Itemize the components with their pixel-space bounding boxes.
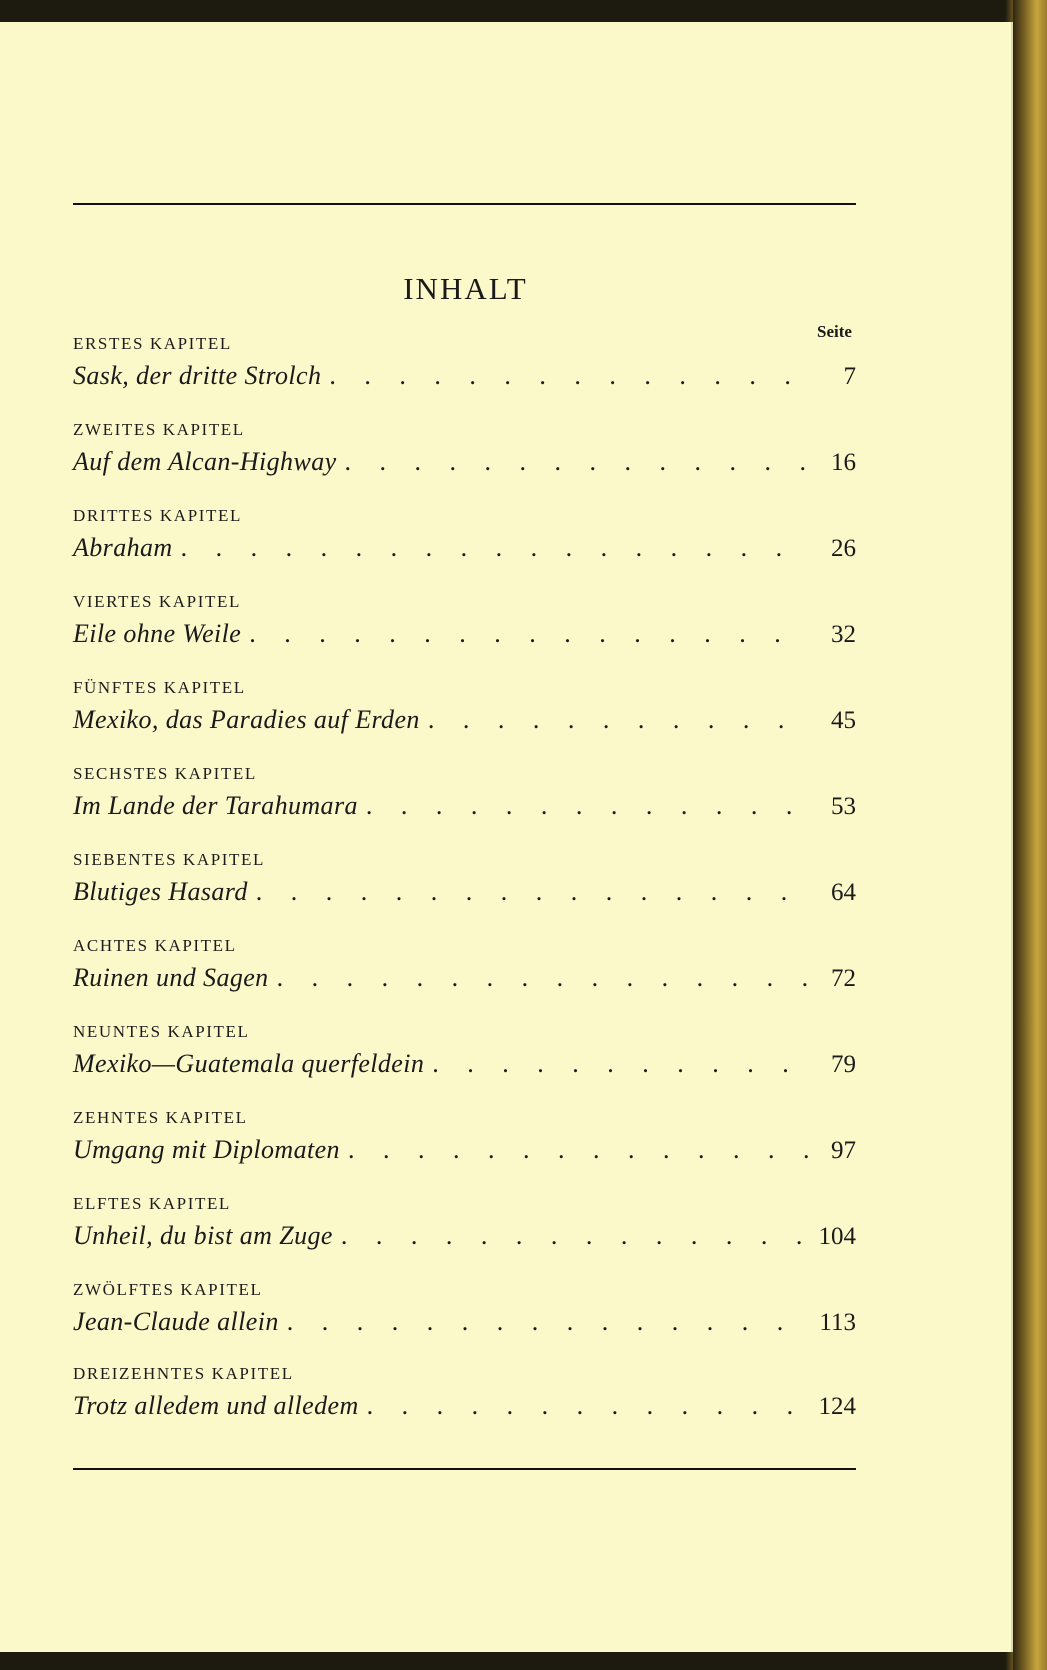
page-number: 53 xyxy=(831,793,856,820)
chapter-title: Trotz alledem und alledem xyxy=(73,1391,359,1420)
leader-dots xyxy=(341,1221,807,1251)
chapter-title: Abraham xyxy=(73,533,173,562)
chapter-heading: ACHTES KAPITEL xyxy=(73,936,237,955)
toc-entry xyxy=(73,764,856,849)
leader-dots xyxy=(428,705,808,735)
chapter-heading: DREIZEHNTES KAPITEL xyxy=(73,1364,294,1383)
toc-entry xyxy=(73,592,856,677)
chapter-line xyxy=(73,791,856,821)
chapter-heading: ZWEITES KAPITEL xyxy=(73,420,245,439)
page-number: 104 xyxy=(818,1223,856,1250)
chapter-title: Ruinen und Sagen xyxy=(73,963,269,992)
document-page xyxy=(0,22,1013,1652)
toc-entry xyxy=(73,936,856,1021)
seite-label: Seite xyxy=(817,322,852,341)
leader-dots xyxy=(345,447,808,477)
chapter-line xyxy=(73,877,856,907)
leader-dots xyxy=(367,1391,807,1421)
leader-dots xyxy=(287,1307,808,1337)
chapter-line xyxy=(73,447,856,477)
chapter-heading: ELFTES KAPITEL xyxy=(73,1194,231,1213)
chapter-line xyxy=(73,1221,856,1251)
leader-dots xyxy=(366,791,808,821)
leader-dots xyxy=(348,1135,808,1165)
chapter-title: Unheil, du bist am Zuge xyxy=(73,1221,333,1250)
leader-dots xyxy=(432,1049,808,1079)
chapter-title: Auf dem Alcan-Highway xyxy=(73,447,337,476)
top-rule xyxy=(73,203,856,205)
chapter-heading: FÜNFTES KAPITEL xyxy=(73,678,246,697)
toc-entry xyxy=(73,850,856,935)
chapter-heading: NEUNTES KAPITEL xyxy=(73,1022,250,1041)
chapter-heading: ZWÖLFTES KAPITEL xyxy=(73,1280,263,1299)
chapter-line xyxy=(73,361,856,391)
page-title: INHALT xyxy=(403,271,528,306)
leader-dots xyxy=(249,619,808,649)
toc-entry xyxy=(73,1108,856,1193)
chapter-title: Blutiges Hasard xyxy=(73,877,248,906)
chapter-title: Im Lande der Tarahumara xyxy=(73,791,358,820)
leader-dots xyxy=(181,533,808,563)
leader-dots xyxy=(329,361,808,391)
chapter-heading: DRITTES KAPITEL xyxy=(73,506,242,525)
page-number: 97 xyxy=(831,1137,856,1164)
chapter-title: Umgang mit Diplomaten xyxy=(73,1135,340,1164)
page-number: 72 xyxy=(831,965,856,992)
toc-entry xyxy=(73,1194,856,1279)
page-number: 45 xyxy=(831,707,856,734)
toc-entry xyxy=(73,678,856,763)
page-number: 124 xyxy=(818,1393,856,1420)
chapter-title: Sask, der dritte Strolch xyxy=(73,361,322,390)
chapter-line xyxy=(73,1135,856,1165)
page-number: 16 xyxy=(831,449,856,476)
toc-entry xyxy=(73,1280,856,1365)
page-edge xyxy=(1013,0,1047,1670)
chapter-line xyxy=(73,705,856,735)
page-number: 113 xyxy=(819,1309,856,1336)
chapter-title: Mexiko, das Paradies auf Erden xyxy=(73,705,420,734)
chapter-heading: VIERTES KAPITEL xyxy=(73,592,241,611)
chapter-line xyxy=(73,963,856,993)
page-number: 64 xyxy=(831,879,856,906)
chapter-title: Mexiko—Guatemala querfeldein xyxy=(73,1049,425,1078)
leader-dots xyxy=(277,963,808,993)
toc-entry xyxy=(73,1022,856,1107)
page-number: 32 xyxy=(831,621,856,648)
bottom-rule xyxy=(73,1468,856,1470)
chapter-title: Eile ohne Weile xyxy=(73,619,242,648)
chapter-line xyxy=(73,1391,856,1421)
toc-entry xyxy=(73,506,856,591)
chapter-heading: SIEBENTES KAPITEL xyxy=(73,850,265,869)
toc-entry xyxy=(73,420,856,505)
page-number: 26 xyxy=(831,535,856,562)
chapter-line xyxy=(73,619,856,649)
leader-dots xyxy=(256,877,808,907)
page-number: 7 xyxy=(843,363,856,390)
page-number: 79 xyxy=(831,1051,856,1078)
chapter-line xyxy=(73,533,856,563)
chapter-line xyxy=(73,1307,856,1337)
toc-entry xyxy=(73,1364,856,1449)
chapter-heading: ERSTES KAPITEL xyxy=(73,334,232,353)
chapter-line xyxy=(73,1049,856,1079)
chapter-heading: ZEHNTES KAPITEL xyxy=(73,1108,248,1127)
toc-entry xyxy=(73,334,856,419)
chapter-title: Jean-Claude allein xyxy=(73,1307,279,1336)
chapter-heading: SECHSTES KAPITEL xyxy=(73,764,257,783)
